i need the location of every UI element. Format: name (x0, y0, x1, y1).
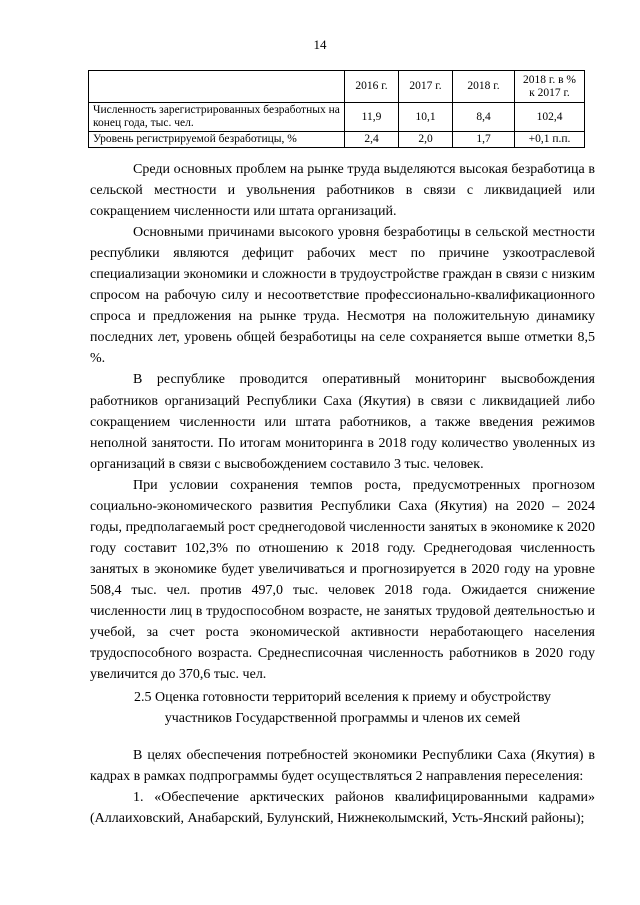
section-heading-line: участников Государственной программы и членов их семей (164, 711, 521, 726)
table-row (89, 132, 585, 148)
section-text (90, 745, 595, 829)
table-cell: 10,1 (399, 103, 453, 132)
table-row (89, 103, 585, 132)
table-cell: 11,9 (345, 103, 399, 132)
section-heading-line: 2.5 Оценка готовности территорий вселения к приему и обустройству (134, 690, 551, 705)
table-cell: 8,4 (453, 103, 515, 132)
paragraph: При условии сохранения темпов роста, предусмотренных прогнозом социально-экономического развития Республики Саха (Якутия) на 2020 – 2024 годы, предполагаемый рост среднегодовой численности занятых в экономике к 2020 году составит 102,3% по отношению к 2018 году. Среднегодовая численность занятых в экономике будет увеличиваться и прогнозируется в 2020 году на уровне 508,4 тыс. чел. против 497,0 тыс. человек 2018 года. Ожидается снижение численности лиц в трудоспособном возрасте, не занятых трудовой деятельностью и учебой, за счет роста экономической активности неработающего населения трудоспособного возраста. Среднесписочная численность работников в 2020 году увеличится до 370,6 тыс. чел. (90, 477, 595, 683)
paragraph: 1. «Обеспечение арктических районов квалифицированными кадрами» (Аллаиховский, Анабарский, Булунский, Нижнеколымский, Усть-Янский районы); (90, 790, 595, 826)
table-header-cell: 2018 г. в % к 2017 г. (515, 71, 585, 103)
table-cell: 1,7 (453, 132, 515, 148)
table-cell: 2,4 (345, 132, 399, 148)
paragraph: Среди основных проблем на рынке труда выделяются высокая безработица в сельской местности и увольнения работников в связи с ликвидацией или сокращением численности или штата организаций. (90, 162, 595, 220)
body-text (90, 159, 595, 685)
paragraph: В республике проводится оперативный мониторинг высвобождения работников организаций Республики Саха (Якутия) в связи с ликвидацией либо сокращением численности или штата работников, а также введения режимов неполной занятости. По итогам мониторинга в 2018 году количество уволенных из организаций в связи с высвобождением составило 3 тыс. человек. (90, 372, 595, 472)
table-cell: 102,4 (515, 103, 585, 132)
page-number: 14 (313, 37, 327, 52)
section-heading (90, 687, 595, 729)
table-row-label: Уровень регистрируемой безработицы, % (89, 132, 345, 148)
table-header-cell: 2017 г. (399, 71, 453, 103)
table-cell: +0,1 п.п. (515, 132, 585, 148)
table-header-row (89, 71, 585, 103)
unemployment-table (88, 70, 585, 148)
table-header-cell (89, 71, 345, 103)
paragraph: Основными причинами высокого уровня безработицы в сельской местности республики являются дефицит рабочих мест по причине узкоотраслевой специализации экономики и сложности в трудоустройстве граждан в связи с низким спросом на рабочую силу и несоответствие профессионально-квалификационного спроса и предложения на рынке труда. Несмотря на положительную динамику последних лет, уровень общей безработицы на селе сохраняется выше отметки 8,5 %. (90, 225, 595, 367)
table-row-label: Численность зарегистрированных безработных на конец года, тыс. чел. (89, 103, 345, 132)
table-header-cell: 2016 г. (345, 71, 399, 103)
table-header-cell: 2018 г. (453, 71, 515, 103)
table-cell: 2,0 (399, 132, 453, 148)
paragraph: В целях обеспечения потребностей экономики Республики Саха (Якутия) в кадрах в рамках подпрограммы будет осуществляться 2 направления переселения: (90, 748, 595, 784)
